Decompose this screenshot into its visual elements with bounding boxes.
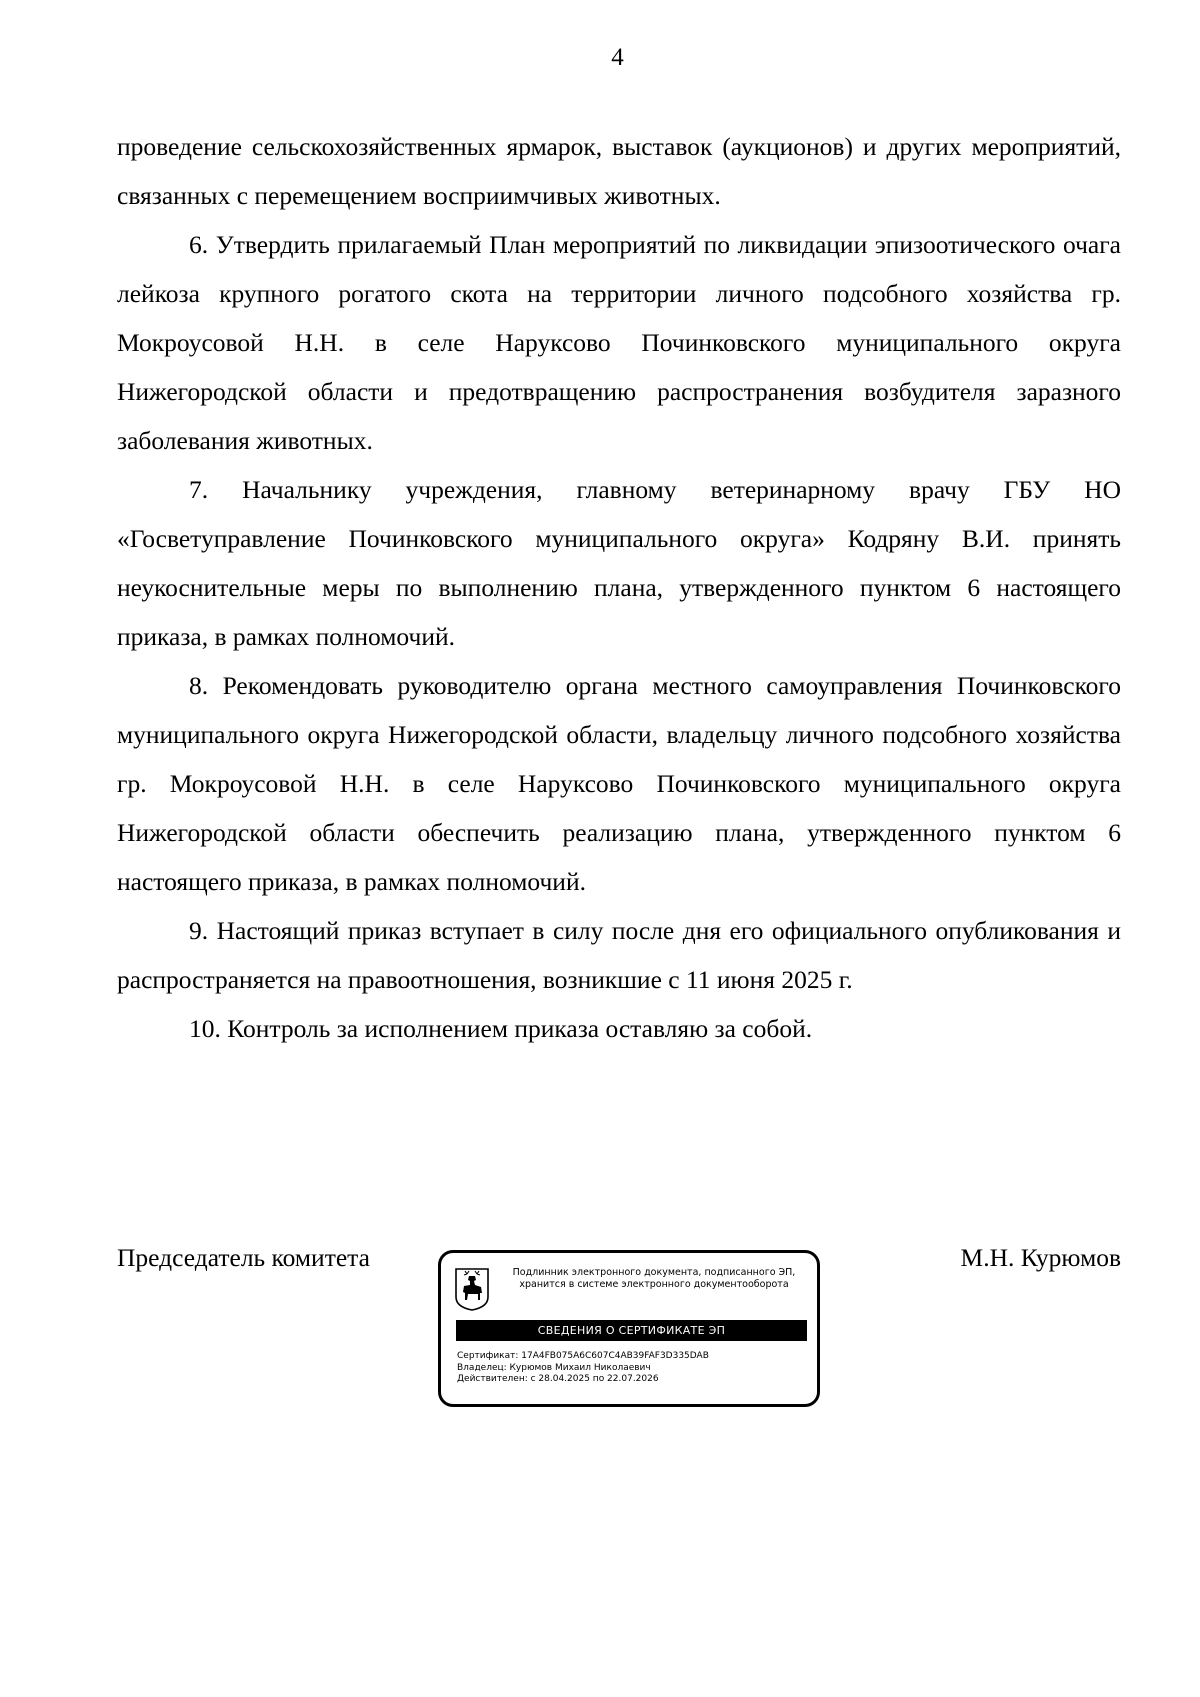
paragraph-item-7: 7. Начальнику учреждения, главному ветеринарному врачу ГБУ НО «Госветуправление Починковского муниципального округа» Кодряну В.И. принять неукоснительные меры по выполнению плана, утвержденного пунктом 6 настоящего приказа, в рамках полномочий. [117,475,1121,651]
page-number: 4 [611,44,624,71]
certificate-owner: Владелец: Курюмов Михаил Николаевич [457,1362,651,1373]
paragraph-item-6: 6. Утвердить прилагаемый План мероприятий по ликвидации эпизоотического очага лейкоза крупного рогатого скота на территории личного подсобного хозяйства гр. Мокроусовой Н.Н. в селе Наруксово Починковского муниципального округа Нижегородской области и предотвращению распространения возбудителя заразного заболевания животных. [117,230,1121,455]
signer-position: Председатель комитета [117,1243,370,1272]
electronic-signature-stamp [438,1250,820,1407]
certificate-number: Сертификат: 17A4FB075A6C607C4AB39FAF3D335DAB [457,1351,709,1361]
certificate-details [457,1351,709,1386]
stamp-header [493,1267,815,1291]
document-body [117,122,1121,1053]
certificate-validity: Действителен: с 28.04.2025 по 22.07.2026 [457,1374,659,1384]
paragraph-continuation: проведение сельскохозяйственных ярмарок, выставок (аукционов) и других мероприятий, связанных с перемещением восприимчивых животных. [117,132,1121,210]
paragraph-item-8: 8. Рекомендовать руководителю органа местного самоуправления Починковского муниципального округа Нижегородской области, владельцу личного подсобного хозяйства гр. Мокроусовой Н.Н. в селе Наруксово Починковского муниципального округа Нижегородской области обеспечить реализацию плана, утвержденного пунктом 6 настоящего приказа, в рамках полномочий. [117,671,1121,896]
paragraph-item-9: 9. Настоящий приказ вступает в силу после дня его официального опубликования и распространяется на правоотношения, возникшие с 11 июня 2025 г. [117,916,1121,994]
signer-name: М.Н. Курюмов [960,1243,1121,1272]
paragraph-item-10: 10. Контроль за исполнением приказа оставляю за собой. [189,1014,813,1043]
deer-emblem-icon [454,1267,490,1311]
stamp-header-line-1: Подлинник электронного документа, подписанного ЭП, [512,1267,796,1278]
stamp-header-line-2: хранится в системе электронного документооборота [519,1279,789,1290]
stamp-title-bar: СВЕДЕНИЯ О СЕРТИФИКАТЕ ЭП [456,1320,807,1341]
